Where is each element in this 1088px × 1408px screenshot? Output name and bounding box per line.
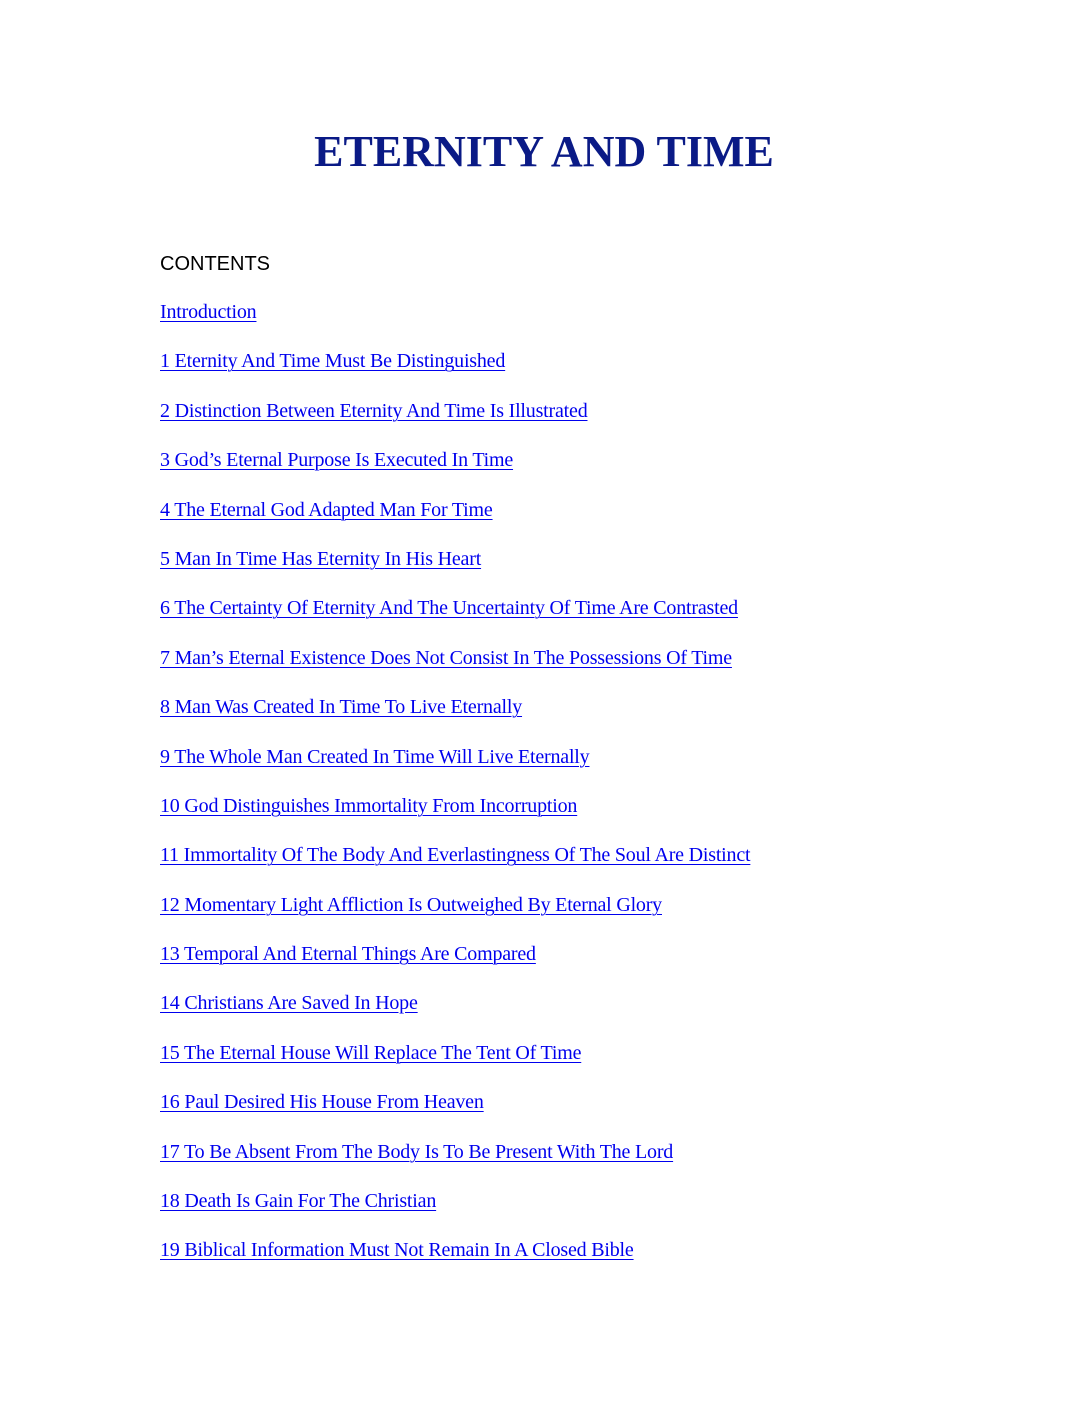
toc-item [160,793,750,842]
toc-item [160,1040,750,1089]
toc-item [160,447,750,496]
toc-item [160,546,750,595]
toc-link-chapter-14[interactable]: 14 Christians Are Saved In Hope [160,992,418,1015]
toc-link-chapter-3[interactable]: 3 God’s Eternal Purpose Is Executed In Time [160,449,514,472]
toc-item [160,595,750,644]
toc-item [160,892,750,941]
toc-item [160,990,750,1039]
toc-item [160,497,750,546]
toc-item [160,1089,750,1138]
toc-item [160,299,750,348]
toc-link-chapter-12[interactable]: 12 Momentary Light Affliction Is Outweighed By Eternal Glory [160,893,662,916]
toc-link-chapter-2[interactable]: 2 Distinction Between Eternity And Time Is Illustrated [160,399,588,422]
toc-link-chapter-13[interactable]: 13 Temporal And Eternal Things Are Compared [160,943,536,966]
toc-link-chapter-1[interactable]: 1 Eternity And Time Must Be Distinguished [160,350,506,373]
toc-link-chapter-19[interactable]: 19 Biblical Information Must Not Remain In A Closed Bible [160,1239,634,1262]
table-of-contents [160,299,750,1287]
toc-link-chapter-5[interactable]: 5 Man In Time Has Eternity In His Heart [160,547,482,570]
toc-link-chapter-6[interactable]: 6 The Certainty Of Eternity And The Uncertainty Of Time Are Contrasted [160,597,738,620]
toc-link-introduction[interactable]: Introduction [160,301,257,323]
toc-link-chapter-15[interactable]: 15 The Eternal House Will Replace The Tent Of Time [160,1041,582,1064]
toc-item [160,645,750,694]
toc-item [160,744,750,793]
toc-link-chapter-8[interactable]: 8 Man Was Created In Time To Live Eternally [160,696,523,719]
toc-link-chapter-11[interactable]: 11 Immortality Of The Body And Everlastingness Of The Soul Are Distinct [160,844,751,867]
toc-item [160,694,750,743]
toc-item [160,1237,750,1286]
toc-link-chapter-7[interactable]: 7 Man’s Eternal Existence Does Not Consist In The Possessions Of Time [160,646,732,669]
toc-link-chapter-9[interactable]: 9 The Whole Man Created In Time Will Live Eternally [160,745,590,768]
toc-link-chapter-18[interactable]: 18 Death Is Gain For The Christian [160,1190,437,1213]
toc-item [160,1139,750,1188]
toc-item [160,941,750,990]
toc-item [160,1188,750,1237]
toc-link-chapter-16[interactable]: 16 Paul Desired His House From Heaven [160,1091,484,1114]
toc-item [160,842,750,891]
toc-link-chapter-10[interactable]: 10 God Distinguishes Immortality From Incorruption [160,794,578,817]
toc-item [160,398,750,447]
toc-link-chapter-17[interactable]: 17 To Be Absent From The Body Is To Be Present With The Lord [160,1140,674,1163]
document-title: ETERNITY AND TIME [314,127,774,176]
toc-item [160,348,750,397]
contents-heading: CONTENTS [160,253,270,275]
toc-link-chapter-4[interactable]: 4 The Eternal God Adapted Man For Time [160,498,493,521]
